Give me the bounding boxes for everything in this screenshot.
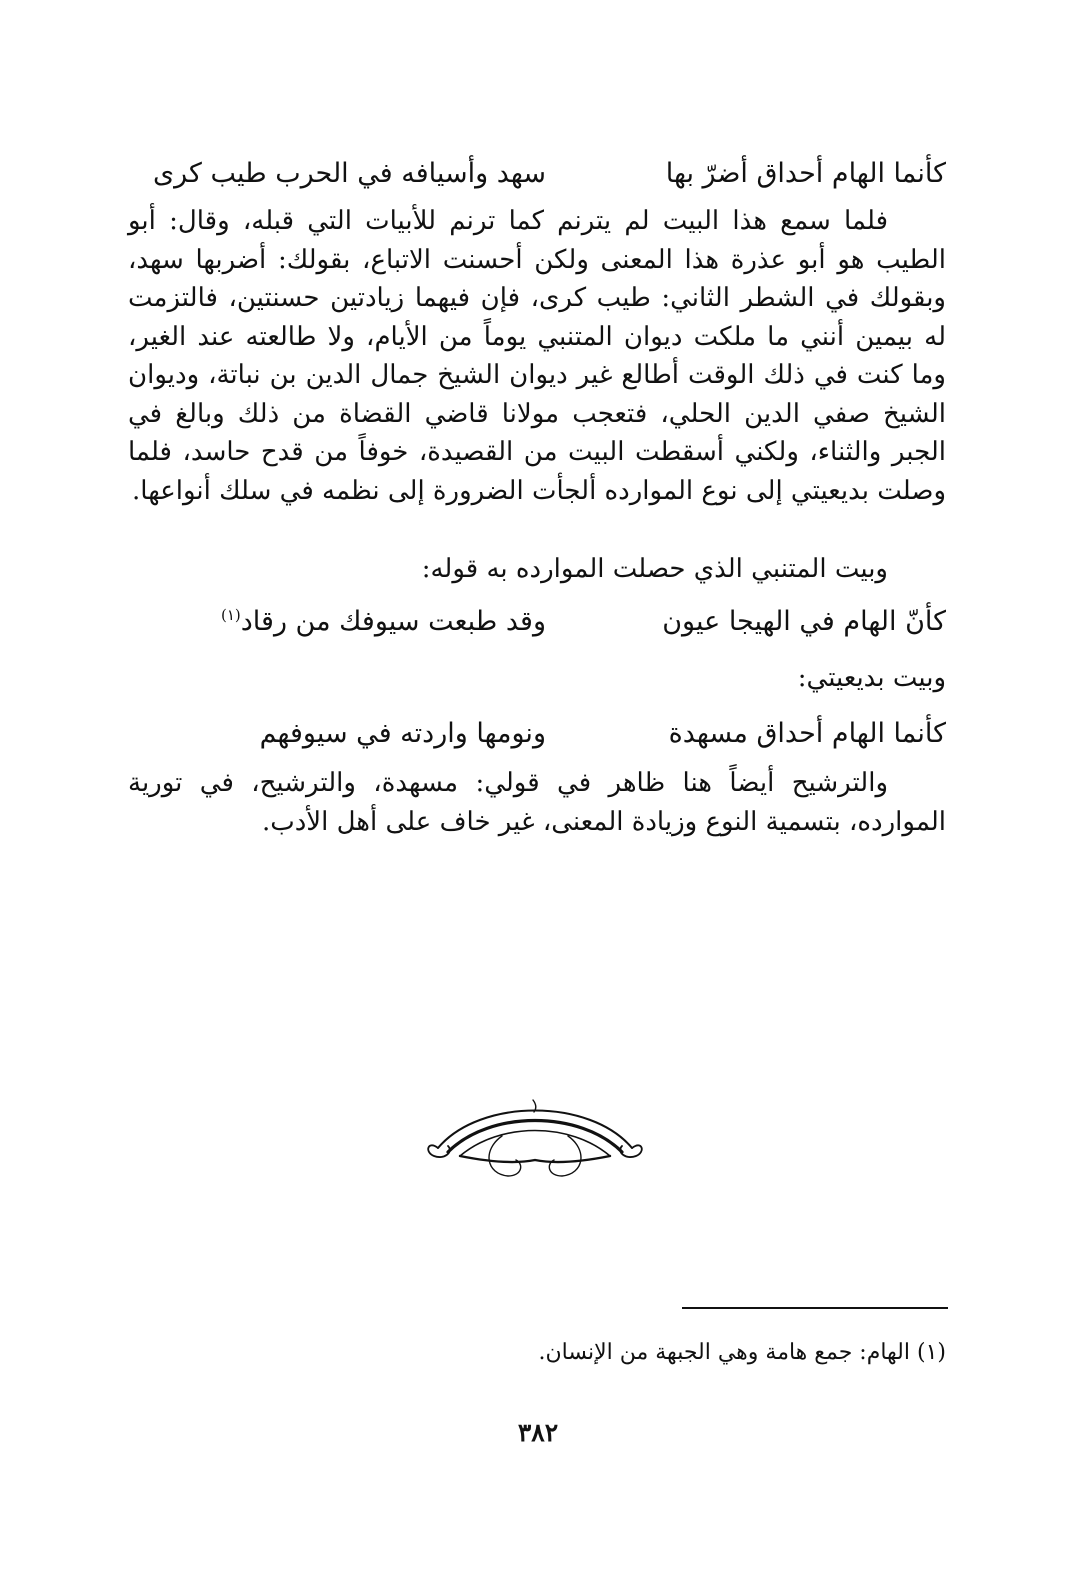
verse-line-2: [186, 600, 946, 644]
paragraph-main: فلما سمع هذا البيت لم يترنم كما ترنم للأبيات التي قبله، وقال: أبو الطيب هو أبو عذرة هذا المعنى ولكن أحسنت الاتباع، بقولك: أضربها سهد، وبقولك في الشطر الثاني: طيب كرى، فإن فيهما زيادتين حسنتين، فالتزمت له بيمين أنني ما ملكت ديوان المتنبي يوماً من الأيام، ولا طالعته عند الغير، وما كنت في ذلك الوقت أطالع غير ديوان الشيخ جمال الدين بن نباتة، وديوان الشيخ صفي الدين الحلي، فتعجب مولانا قاضي القضاة من ذلك وبالغ في الجبر والثناء، ولكني أسقطت البيت من القصيدة، خوفاً من قدح حاسد، فلما وصلت بديعيتي إلى نوع الموارده ألجأت الضرورة إلى نظمه في سلك أنواعها.: [128, 206, 946, 506]
verse-3-second-hemistich: ونومها واردته في سيوفهم: [259, 718, 546, 749]
footnote-marker: (١): [221, 606, 241, 624]
verse-2-second-text: وقد طبعت سيوفك من رقاد: [240, 606, 546, 637]
verse-1-first-hemistich: كأنما الهام أحداق أضرّ بها: [665, 158, 946, 189]
verse-2-second-hemistich: [221, 600, 546, 644]
footnote-text: (١) الهام: جمع هامة وهي الجبهة من الإنسان.: [538, 1340, 946, 1365]
verse-line-1: [153, 152, 946, 196]
paragraph-tarshih: والترشيح أيضاً هنا ظاهر في قولي: مسهدة، والترشيح، في تورية الموارده، بتسمية النوع وزيادة المعنى، غير خاف على أهل الأدب.: [128, 768, 946, 837]
footnote-separator: [682, 1307, 948, 1309]
verse-line-3: [186, 712, 946, 756]
verse-1-second-hemistich: سهد وأسيافه في الحرب طيب كرى: [153, 158, 546, 189]
intro-badiiyya-verse: وبيت بديعيتي:: [797, 663, 946, 693]
decorative-ornament-icon: [420, 1090, 650, 1190]
page-number: ٣٨٢: [517, 1418, 559, 1447]
verse-3-first-hemistich: كأنما الهام أحداق مسهدة: [668, 718, 946, 749]
intro-mutanabbi-verse: وبيت المتنبي الذي حصلت الموارده به قوله:: [421, 554, 888, 584]
verse-2-first-hemistich: كأنّ الهام في الهيجا عيون: [662, 606, 946, 637]
